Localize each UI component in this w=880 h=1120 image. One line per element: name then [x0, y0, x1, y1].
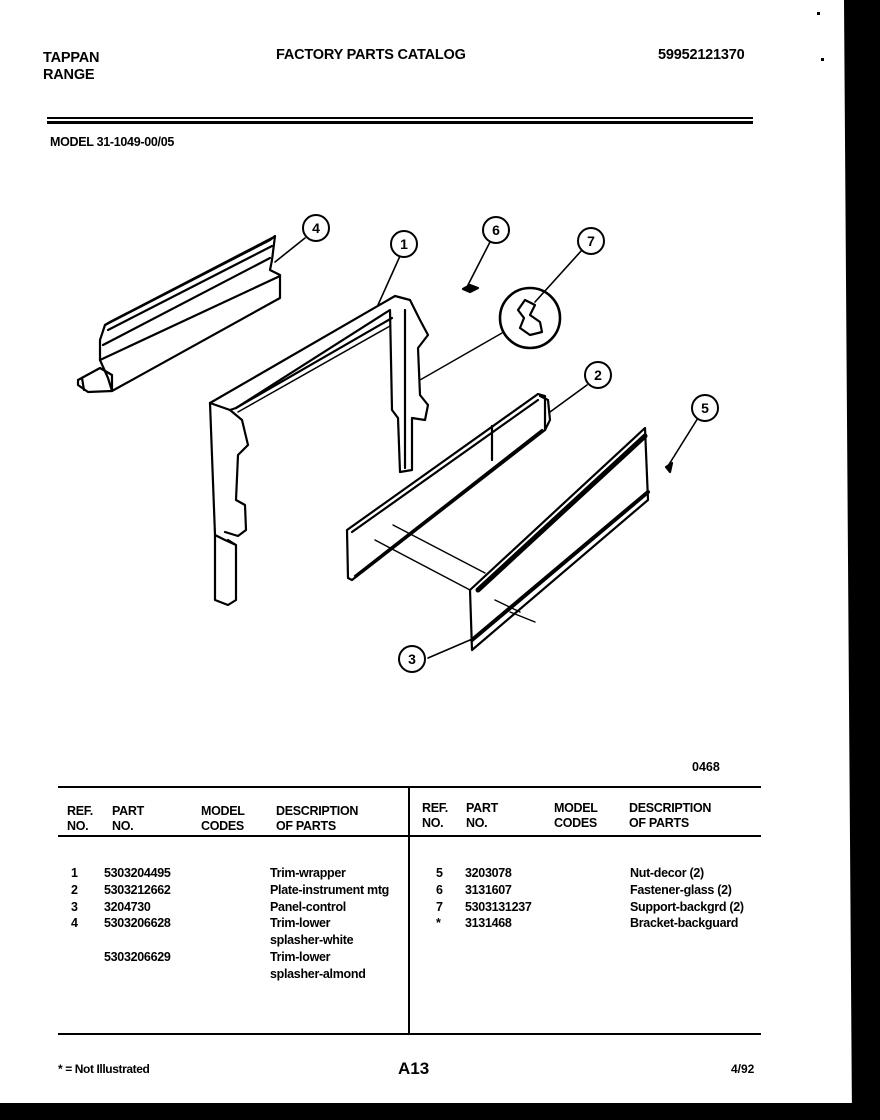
part-1-trim-wrapper [210, 296, 428, 605]
revision-date: 4/92 [731, 1062, 755, 1076]
part-4-trim-lower-splasher [78, 236, 280, 392]
right-ref-column [436, 865, 443, 932]
part-description: splasher-white [270, 933, 354, 948]
part-description: Fastener-glass (2) [630, 882, 732, 897]
part-description: Trim-lower [270, 949, 331, 964]
header-model-codes: MODEL CODES [554, 801, 598, 830]
table-row: 5 [436, 866, 443, 880]
part-6-fastener-glass [463, 285, 478, 292]
model-number: MODEL 31-1049-00/05 [50, 135, 174, 149]
not-illustrated-note: * = Not Illustrated [58, 1062, 150, 1076]
callout-3: 3 [398, 645, 426, 673]
table-row: 4 [71, 916, 78, 931]
part-description: splasher-almond [270, 966, 366, 981]
page-number: A13 [398, 1059, 430, 1078]
table-row: 7 [436, 899, 443, 914]
catalog-number: 59952121370 [658, 47, 745, 63]
brand-block [43, 50, 99, 84]
header-rule [47, 121, 753, 124]
part-number: 3203078 [465, 866, 512, 880]
part-number: 5303206629 [104, 949, 171, 964]
part-number: 5303206628 [104, 916, 171, 931]
header-description: DESCRIPTION OF PARTS [629, 801, 712, 830]
table-row: 1 [71, 866, 78, 880]
header-model-codes: MODEL CODES [201, 804, 245, 833]
header-part-no: PART NO. [112, 804, 144, 833]
part-description: Bracket-backguard [630, 916, 739, 931]
part-description: Plate-instrument mtg [270, 882, 390, 897]
catalog-title: FACTORY PARTS CATALOG [276, 47, 466, 63]
table-row: 3 [71, 899, 78, 914]
part-number: 5303131237 [465, 899, 532, 914]
product-type: RANGE [43, 67, 95, 83]
right-part-column [465, 865, 532, 932]
part-7-support-backgrd [500, 288, 560, 348]
header-ref-no: REF. NO. [422, 801, 448, 830]
part-number: 5303212662 [104, 882, 171, 897]
header-description: DESCRIPTION OF PARTS [276, 804, 359, 833]
part-3-panel-control [470, 428, 648, 650]
table-row: 2 [71, 882, 78, 897]
callout-6: 6 [482, 216, 510, 244]
part-number: 3131607 [465, 882, 512, 897]
table-row: 6 [436, 882, 443, 897]
part-description: Nut-decor (2) [630, 866, 704, 880]
table-row: * [436, 916, 441, 931]
header-part-no: PART NO. [466, 801, 498, 830]
scan-speck [821, 58, 824, 61]
table-column-divider [408, 786, 410, 1034]
part-description: Trim-lower [270, 916, 331, 931]
scan-edge-bottom [0, 1103, 880, 1120]
scan-speck [817, 12, 820, 15]
part-description: Support-backgrd (2) [630, 899, 744, 914]
part-number: 3131468 [465, 916, 512, 931]
brand-name: TAPPAN [43, 50, 100, 66]
callout-2: 2 [584, 361, 612, 389]
part-description: Trim-wrapper [270, 866, 346, 880]
figure-code: 0468 [692, 760, 720, 774]
part-number: 3204730 [104, 899, 151, 914]
left-description-column [270, 865, 389, 983]
callout-4: 4 [302, 214, 330, 242]
callout-7: 7 [577, 227, 605, 255]
callout-5: 5 [691, 394, 719, 422]
callout-1: 1 [390, 230, 418, 258]
part-description: Panel-control [270, 899, 346, 914]
header-ref-no: REF. NO. [67, 804, 93, 833]
header-rule [47, 117, 753, 119]
exploded-parts-diagram [0, 160, 880, 720]
part-number: 5303204495 [104, 866, 171, 880]
right-description-column [630, 865, 744, 932]
left-ref-column [71, 865, 78, 932]
assembly-guide-lines [375, 333, 535, 622]
left-part-column [104, 865, 171, 966]
